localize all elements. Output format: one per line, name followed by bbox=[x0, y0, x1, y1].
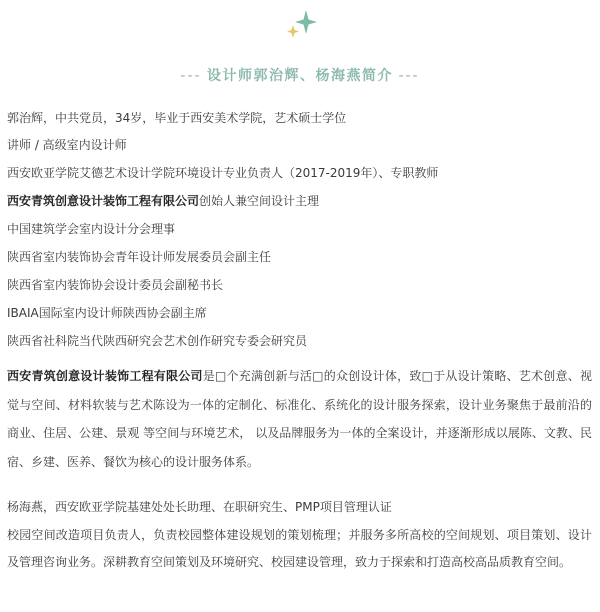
guo-role-research-fellow: 陕西省社科院当代陕西研究会艺术创作研究专委会研究员 bbox=[7, 334, 308, 348]
company-name-bold: 西安青筑创意设计装饰工程有限公司 bbox=[7, 369, 203, 383]
yang-intro: 杨海燕，西安欧亚学院基建处处长助理、在职研究生、PMP项目管理认证 bbox=[7, 500, 392, 514]
guo-role-founder bbox=[7, 194, 319, 208]
heading-dashes-left: --- bbox=[180, 68, 202, 84]
yang-description: 校园空间改造项目负责人，负责校园整体建设规划的策划梳理；并服务多所高校的空间规划、项目策划、设计及管理咨询业务。深耕教育空间策划及环境研究、校园建设管理，致力于探索和打造高校高品质教育空间。 bbox=[7, 528, 592, 569]
page-title: 设计师郭治辉、杨海燕简介 bbox=[207, 68, 393, 84]
heading-dashes-right: --- bbox=[398, 68, 420, 84]
founder-role: 创始人兼空间设计主理 bbox=[199, 194, 320, 208]
sparkle-icon bbox=[282, 8, 322, 42]
guo-role-youth-committee: 陕西省室内装饰协会青年设计师发展委员会副主任 bbox=[7, 250, 272, 264]
company-description-text: 是□个充满创新与活□的众创设计体，致□于从设计策略、艺术创意、视觉与空间、材料软装与艺术陈设为一体的定制化、标准化、系统化的设计服务探索，设计业务聚焦于最前沿的商业、住居、公建、景观 等空间与环境艺术， 以及品牌服务为一体的全案设计，并逐渐形成以展陈、文教、民宿、乡建、医养、餐饮为核心的设计服务体系。 bbox=[7, 369, 592, 469]
guo-title: 讲师 / 高级室内设计师 bbox=[7, 138, 127, 152]
guo-role-design-committee: 陕西省室内装饰协会设计委员会副秘书长 bbox=[7, 278, 224, 292]
company-description bbox=[7, 362, 592, 476]
guo-role-eurasia: 西安欧亚学院艾德艺术设计学院环境设计专业负责人（2017-2019年）、专职教师 bbox=[7, 166, 439, 180]
guo-role-architecture-society: 中国建筑学会室内设计分会理事 bbox=[7, 222, 176, 236]
guo-role-ibaia: IBAIA国际室内设计师陕西协会副主席 bbox=[7, 306, 207, 320]
guo-intro: 郭治辉，中共党员，34岁，毕业于西安美术学院，艺术硕士学位 bbox=[7, 111, 347, 125]
section-heading bbox=[0, 65, 600, 85]
company-name: 西安青筑创意设计装饰工程有限公司 bbox=[7, 194, 200, 208]
